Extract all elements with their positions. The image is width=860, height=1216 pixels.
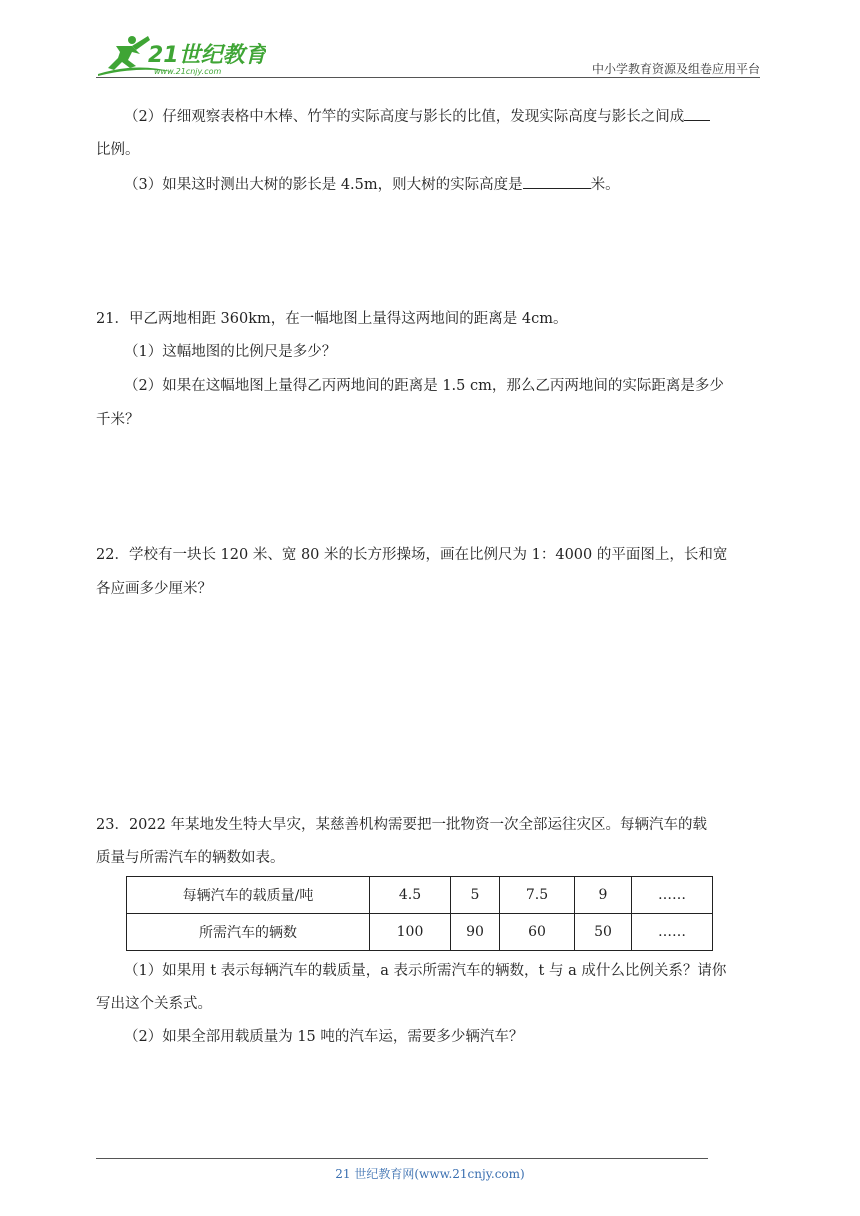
q21-stem: 21．甲乙两地相距 360km，在一幅地图上量得这两地间的距离是 4cm。 bbox=[96, 311, 568, 327]
site-logo bbox=[96, 32, 266, 82]
footer-divider bbox=[96, 1158, 708, 1159]
table-cell: 4.5 bbox=[370, 877, 451, 914]
table-cell: 60 bbox=[500, 914, 575, 951]
q20-part2-answer-blank[interactable] bbox=[684, 106, 710, 121]
q20-part3 bbox=[124, 174, 620, 195]
q20-part3-answer-blank[interactable] bbox=[523, 174, 591, 189]
q20-part3-unit: 米。 bbox=[590, 177, 620, 193]
q23-part2: （2）如果全部用载质量为 15 吨的汽车运，需要多少辆汽车？ bbox=[124, 1029, 524, 1045]
q23-part1-line2: 写出这个关系式。 bbox=[96, 996, 212, 1012]
table-cell: 5 bbox=[451, 877, 500, 914]
footer-link[interactable]: 21 世纪教育网(www.21cnjy.com) bbox=[335, 1167, 525, 1181]
q23-data-table bbox=[126, 876, 713, 951]
table-cell: 90 bbox=[451, 914, 500, 951]
table-cell: 9 bbox=[575, 877, 632, 914]
table-cell: 每辆汽车的载质量/吨 bbox=[127, 877, 370, 914]
q22-stem-line1: 22．学校有一块长 120 米、宽 80 米的长方形操场，画在比例尺为 1：4000 的平面图上，长和宽 bbox=[96, 547, 728, 563]
q22-stem-line2: 各应画多少厘米？ bbox=[96, 581, 212, 597]
header-platform-name: 中小学教育资源及组卷应用平台 bbox=[591, 62, 760, 76]
table-cell: …… bbox=[632, 914, 713, 951]
table-cell: 所需汽车的辆数 bbox=[127, 914, 370, 951]
logo-runner-icon bbox=[96, 32, 266, 82]
q21-part2-line2: 千米？ bbox=[96, 412, 140, 428]
q20-part2-line2: 比例。 bbox=[96, 142, 140, 158]
q21-part2-line1: （2）如果在这幅地图上量得乙丙两地间的距离是 1.5 cm，那么乙丙两地间的实际距离是多少 bbox=[124, 378, 724, 394]
q23-stem-line1: 23．2022 年某地发生特大旱灾，某慈善机构需要把一批物资一次全部运往灾区。每辆汽车的载 bbox=[96, 817, 707, 833]
table-cell: 100 bbox=[370, 914, 451, 951]
table-cell: 7.5 bbox=[500, 877, 575, 914]
logo-text: 21世纪教育 bbox=[148, 43, 266, 68]
table-row bbox=[127, 877, 713, 914]
table-cell: 50 bbox=[575, 914, 632, 951]
q23-part1-line1: （1）如果用 t 表示每辆汽车的载质量，a 表示所需汽车的辆数，t 与 a 成什么比例关系？请你 bbox=[124, 963, 727, 979]
q20-part2-text: （2）仔细观察表格中木棒、竹竿的实际高度与影长的比值，发现实际高度与影长之间成 bbox=[124, 109, 685, 125]
q21-part1: （1）这幅地图的比例尺是多少？ bbox=[124, 344, 337, 360]
q20-part3-text: （3）如果这时测出大树的影长是 4.5m，则大树的实际高度是 bbox=[124, 177, 523, 193]
header-divider bbox=[96, 77, 760, 78]
table-cell: …… bbox=[632, 877, 713, 914]
logo-url: www.21cnjy.com bbox=[154, 67, 222, 76]
q23-stem-line2: 质量与所需汽车的辆数如表。 bbox=[96, 850, 285, 866]
table-row bbox=[127, 914, 713, 951]
q20-part2-line1 bbox=[124, 106, 710, 127]
